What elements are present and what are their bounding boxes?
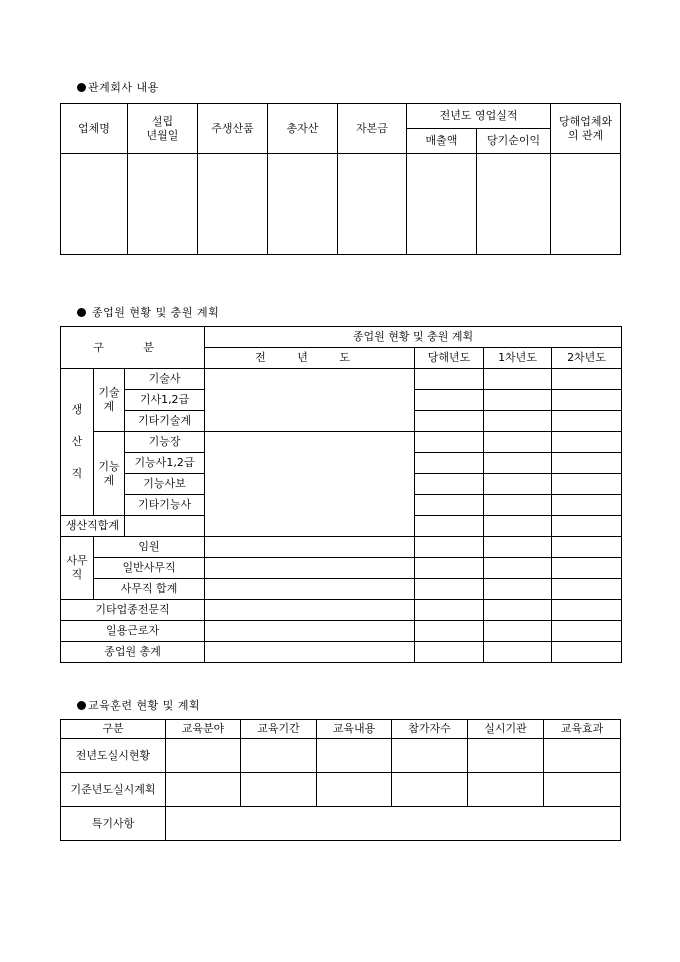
- cell-year2[interactable]: [552, 453, 622, 474]
- affiliates-blank-row: [61, 154, 621, 255]
- cell-institution[interactable]: [468, 739, 544, 773]
- header-prev-year-performance: 전년도 영업실적: [407, 104, 551, 129]
- header-founded: [128, 104, 198, 154]
- section-title-employees: [77, 304, 219, 320]
- cell-year2[interactable]: [484, 516, 552, 537]
- cell-year1[interactable]: [484, 537, 552, 558]
- cell-current[interactable]: [415, 537, 484, 558]
- cell-prev-year[interactable]: [205, 537, 415, 558]
- row-label-craftsman-1-2: 기능사1,2급: [125, 453, 205, 474]
- cell-year2[interactable]: [552, 537, 622, 558]
- cell-year2[interactable]: [552, 411, 622, 432]
- cell-participants[interactable]: [392, 739, 468, 773]
- cell-prev-year[interactable]: [205, 579, 415, 600]
- cell-company[interactable]: [61, 154, 128, 255]
- header-prev-year: 전 년 도: [205, 348, 415, 369]
- bullet-icon: [77, 83, 86, 92]
- cell-prev-year[interactable]: [205, 621, 415, 642]
- cell-main-product[interactable]: [198, 154, 268, 255]
- cell-current[interactable]: [415, 621, 484, 642]
- header-company: 업체명: [61, 104, 128, 154]
- cell-relation[interactable]: [551, 154, 621, 255]
- cell-year1[interactable]: [484, 642, 552, 663]
- cell-founded[interactable]: [128, 154, 198, 255]
- cell-training-period[interactable]: [241, 739, 317, 773]
- cell-training-period[interactable]: [241, 773, 317, 807]
- cell-prev-year-tech[interactable]: [205, 369, 415, 432]
- cell-year1[interactable]: [484, 474, 552, 495]
- header-training-period: 교육기간: [241, 720, 317, 739]
- cell-year2[interactable]: [552, 495, 622, 516]
- header-division: 구 분: [61, 327, 205, 369]
- row-label-master-craftsman: 기능장: [125, 432, 205, 453]
- affiliates-table: [60, 103, 621, 255]
- cell-year2[interactable]: [552, 600, 622, 621]
- header-institution: 실시기관: [468, 720, 544, 739]
- cell-current[interactable]: [125, 516, 205, 537]
- cell-year1[interactable]: [484, 495, 552, 516]
- cell-year1[interactable]: [484, 621, 552, 642]
- cell-net-income[interactable]: [477, 154, 551, 255]
- row-label-remarks: 특기사항: [61, 807, 166, 841]
- cell-year1[interactable]: [484, 390, 552, 411]
- cell-current[interactable]: [415, 495, 484, 516]
- row-label-other-professional: 기타업종전문직: [61, 600, 205, 621]
- header-training-effect: 교육효과: [544, 720, 621, 739]
- header-year1: 1차년도: [484, 348, 552, 369]
- header-main-product: 주생산품: [198, 104, 268, 154]
- header-year2: 2차년도: [552, 348, 622, 369]
- cell-year1[interactable]: [484, 432, 552, 453]
- row-label-other-tech: 기타기술계: [125, 411, 205, 432]
- section-title-text: 관계회사 내용: [88, 81, 159, 94]
- row-label-office-total: 사무직 합계: [94, 579, 205, 600]
- cell-year2[interactable]: [552, 579, 622, 600]
- cell-current[interactable]: [415, 411, 484, 432]
- cell-year2[interactable]: [552, 621, 622, 642]
- header-total-assets: 총자산: [268, 104, 338, 154]
- cell-training-effect[interactable]: [544, 773, 621, 807]
- production-label-char: 산: [71, 435, 83, 448]
- office-label-line: 사무: [66, 554, 88, 567]
- cell-current[interactable]: [415, 432, 484, 453]
- office-label-line: 직: [71, 568, 83, 581]
- header-employee-plan: 종업원 현황 및 충원 계획: [205, 327, 622, 348]
- skill-group-label-line: 기능: [98, 459, 120, 473]
- cell-prev-year[interactable]: [205, 642, 415, 663]
- bullet-icon: [77, 701, 86, 710]
- cell-year2[interactable]: [552, 369, 622, 390]
- row-label-engineer-1-2: 기사1,2급: [125, 390, 205, 411]
- cell-training-content[interactable]: [317, 739, 392, 773]
- row-label-employee-total: 종업원 총계: [61, 642, 205, 663]
- cell-year1[interactable]: [484, 453, 552, 474]
- cell-year2[interactable]: [552, 558, 622, 579]
- row-label-base-year-plan: 기준년도실시계획: [61, 773, 166, 807]
- cell-current[interactable]: [415, 642, 484, 663]
- header-participants: 참가자수: [392, 720, 468, 739]
- cell-current[interactable]: [415, 390, 484, 411]
- cell-current[interactable]: [415, 600, 484, 621]
- bullet-icon: [77, 308, 86, 317]
- cell-current[interactable]: [415, 474, 484, 495]
- cell-training-content[interactable]: [317, 773, 392, 807]
- cell-current[interactable]: [415, 558, 484, 579]
- row-label-craftsman-assistant: 기능사보: [125, 474, 205, 495]
- row-label-other-craftsman: 기타기능사: [125, 495, 205, 516]
- row-label-production-total: 생산직합계: [61, 516, 125, 537]
- tech-group-label: [94, 369, 125, 432]
- cell-training-field[interactable]: [166, 739, 241, 773]
- section-title-affiliates: [77, 79, 159, 95]
- cell-sales[interactable]: [407, 154, 477, 255]
- header-current-year: 당해년도: [415, 348, 484, 369]
- production-label-char: 생: [71, 403, 83, 416]
- cell-current[interactable]: [415, 369, 484, 390]
- cell-year1[interactable]: [484, 411, 552, 432]
- cell-current[interactable]: [415, 453, 484, 474]
- cell-year1[interactable]: [415, 516, 484, 537]
- header-founded-line2: 년월일: [146, 128, 179, 142]
- cell-prev-year[interactable]: [205, 600, 415, 621]
- header-training-field: 교육분야: [166, 720, 241, 739]
- cell-prev-year[interactable]: [205, 558, 415, 579]
- production-label: [61, 369, 94, 516]
- cell-year1[interactable]: [484, 369, 552, 390]
- cell-prev-year-skill[interactable]: [205, 432, 415, 537]
- cell-remarks[interactable]: [166, 807, 621, 841]
- cell-year2[interactable]: [552, 432, 622, 453]
- header-relation: [551, 104, 621, 154]
- cell-training-effect[interactable]: [544, 739, 621, 773]
- cell-year2[interactable]: [552, 642, 622, 663]
- section-title-training: [77, 697, 200, 713]
- header-training-content: 교육내용: [317, 720, 392, 739]
- skill-group-label-line: 계: [103, 473, 115, 487]
- row-label-daily-workers: 일용근로자: [61, 621, 205, 642]
- production-label-char: 직: [71, 467, 83, 480]
- cell-training-field[interactable]: [166, 773, 241, 807]
- header-sales: 매출액: [407, 129, 477, 154]
- section-title-text: 종업원 현황 및 충원 계획: [92, 306, 220, 319]
- row-label-prev-year-status: 전년도실시현황: [61, 739, 166, 773]
- skill-group-label: [94, 432, 125, 516]
- cell-year2[interactable]: [552, 390, 622, 411]
- employees-table: [60, 326, 622, 663]
- cell-year1[interactable]: [484, 600, 552, 621]
- tech-group-label-line: 기술: [98, 386, 120, 399]
- row-label-general-office: 일반사무직: [94, 558, 205, 579]
- cell-total-assets[interactable]: [268, 154, 338, 255]
- section-title-text: 교육훈련 현황 및 계획: [88, 699, 201, 712]
- cell-year1[interactable]: [484, 579, 552, 600]
- office-label: [61, 537, 94, 600]
- cell-participants[interactable]: [392, 773, 468, 807]
- header-division: 구분: [61, 720, 166, 739]
- cell-year1[interactable]: [484, 558, 552, 579]
- header-relation-line1: 당해업체와: [558, 114, 613, 128]
- header-capital: 자본금: [338, 104, 407, 154]
- row-label-executive: 임원: [94, 537, 205, 558]
- cell-year2[interactable]: [552, 474, 622, 495]
- tech-group-label-line: 계: [103, 400, 115, 413]
- header-relation-line2: 의 관계: [567, 128, 604, 142]
- cell-institution[interactable]: [468, 773, 544, 807]
- header-net-income: 당기순이익: [477, 129, 551, 154]
- cell-current[interactable]: [415, 579, 484, 600]
- cell-capital[interactable]: [338, 154, 407, 255]
- row-label-professional-engineer: 기술사: [125, 369, 205, 390]
- training-table: [60, 719, 621, 841]
- header-founded-line1: 설립: [151, 114, 174, 128]
